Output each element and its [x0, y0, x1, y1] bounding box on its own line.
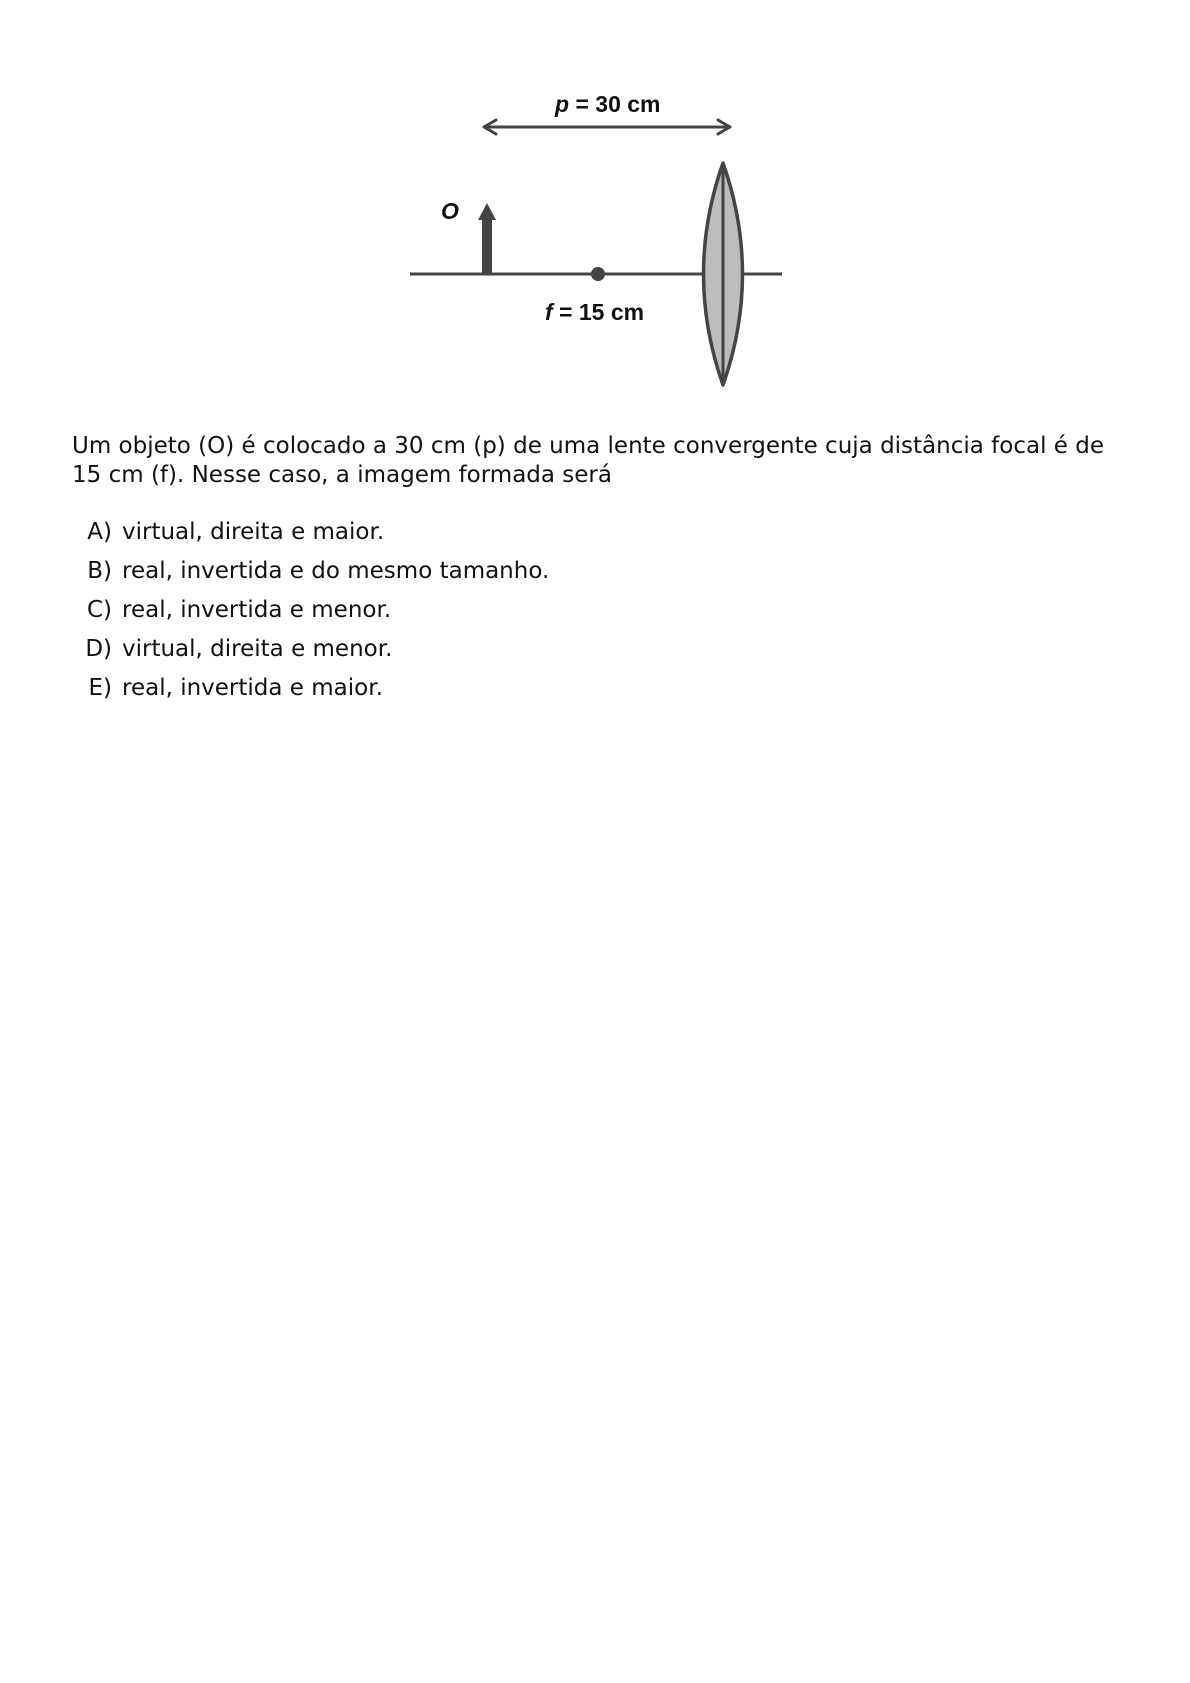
focal-variable: f [545, 299, 553, 325]
object-letter: O [441, 198, 459, 224]
focal-label [545, 301, 644, 324]
option-letter: D) [85, 636, 112, 662]
lens-diagram [0, 0, 1190, 400]
object-arrow [478, 203, 496, 274]
distance-arrow [484, 120, 730, 134]
convergent-lens [704, 163, 743, 385]
option-text: real, invertida e maior. [122, 675, 383, 701]
distance-variable: p [555, 91, 570, 117]
lens-diagram-drawing [0, 0, 1190, 400]
option-c[interactable] [72, 596, 1132, 635]
distance-label [555, 93, 661, 116]
option-d[interactable] [72, 635, 1132, 674]
answer-options [72, 518, 1132, 713]
option-text: real, invertida e do mesmo tamanho. [122, 558, 550, 584]
object-label [441, 200, 459, 223]
focal-point [591, 267, 605, 281]
option-letter: B) [87, 558, 112, 584]
option-letter: A) [87, 519, 112, 545]
option-text: virtual, direita e menor. [122, 636, 393, 662]
option-e[interactable] [72, 674, 1132, 713]
option-text: virtual, direita e maior. [122, 519, 385, 545]
option-letter: C) [86, 597, 112, 623]
focal-value: = 15 cm [552, 299, 645, 325]
option-text: real, invertida e menor. [122, 597, 392, 623]
option-b[interactable] [72, 557, 1132, 596]
question-text: Um objeto (O) é colocado a 30 cm (p) de uma lente convergente cuja distância focal é de 15 cm (f). Nesse caso, a imagem formada será [72, 433, 1104, 488]
option-a[interactable] [72, 518, 1132, 557]
distance-value: = 30 cm [569, 91, 661, 117]
option-letter: E) [88, 675, 112, 701]
